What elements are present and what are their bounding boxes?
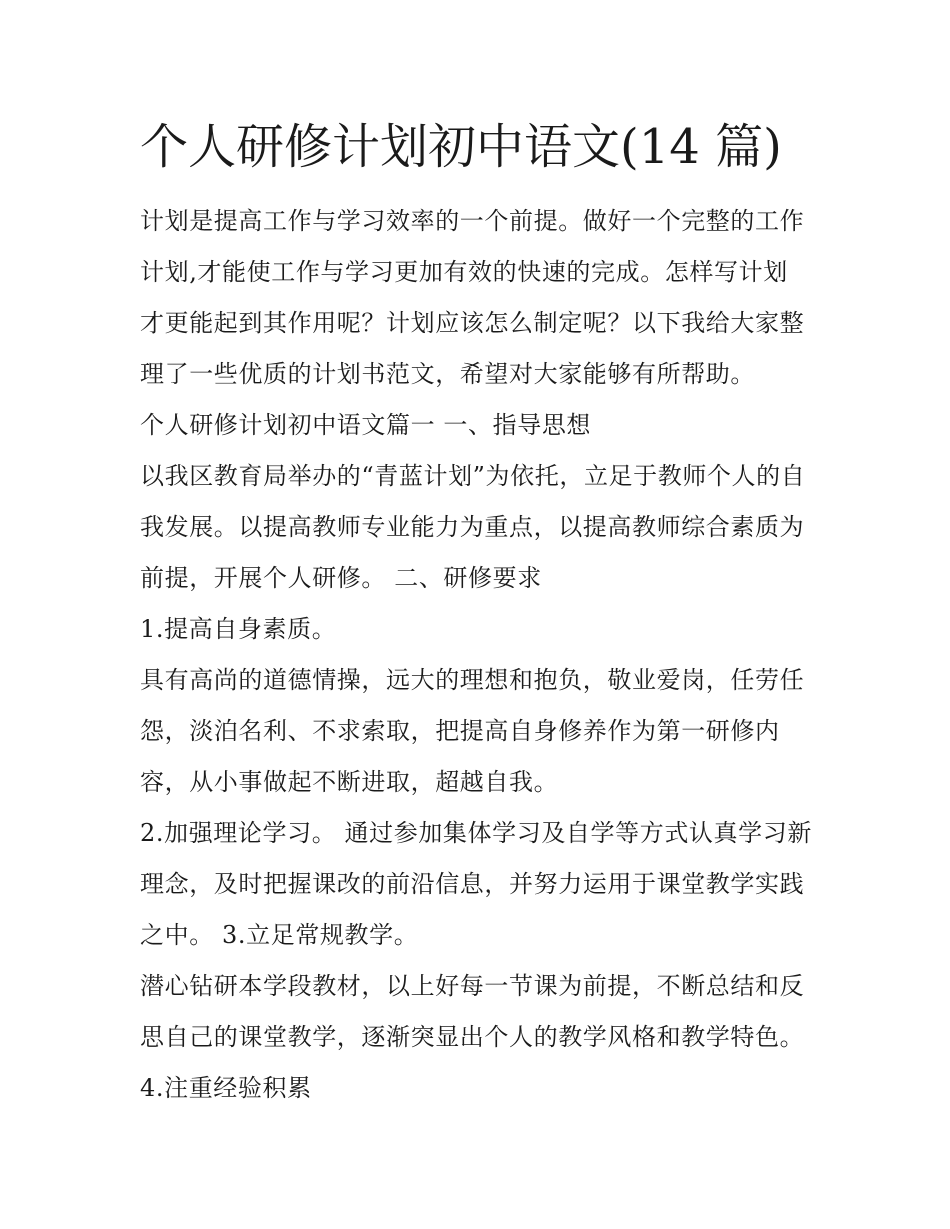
text-line: 以我区教育局举办的“青蓝计划”为依托，立足于教师个人的自 bbox=[140, 462, 806, 490]
text-line: 才更能起到其作用呢？计划应该怎么制定呢？以下我给大家整 bbox=[140, 309, 805, 337]
text-line: 理了一些优质的计划书范文，希望对大家能够有所帮助。 bbox=[140, 360, 755, 388]
text-line: 我发展。以提高教师专业能力为重点，以提高教师综合素质为 bbox=[140, 513, 805, 541]
text-line: 怨，淡泊名利、不求索取，把提高自身修养作为第一研修内 bbox=[140, 717, 780, 745]
section-heading: 个人研修计划初中语文篇一 一、指导思想 bbox=[140, 411, 592, 439]
text-line: 计划是提高工作与学习效率的一个前提。做好一个完整的工作 bbox=[140, 207, 805, 235]
text-line: 理念，及时把握课改的前沿信息，并努力运用于课堂教学实践 bbox=[140, 870, 805, 898]
text-line: 容，从小事做起不断进取，超越自我。 bbox=[140, 768, 559, 796]
list-item-heading: 4.注重经验积累 bbox=[140, 1074, 312, 1102]
text-line: 前提，开展个人研修。 二、研修要求 bbox=[140, 564, 542, 592]
text-line: 之中。 3.立足常规教学。 bbox=[140, 921, 419, 949]
text-line: 思自己的课堂教学，逐渐突显出个人的教学风格和教学特色。 bbox=[140, 1023, 805, 1051]
list-item-heading: 1.提高自身素质。 bbox=[140, 615, 337, 643]
document-title: 个人研修计划初中语文(14 篇) bbox=[140, 119, 782, 175]
document-body bbox=[140, 196, 820, 1114]
text-line: 潜心钻研本学段教材，以上好每一节课为前提，不断总结和反 bbox=[140, 972, 805, 1000]
text-line: 计划,才能使工作与学习更加有效的快速的完成。怎样写计划 bbox=[140, 258, 788, 286]
text-line: 2.加强理论学习。 通过参加集体学习及自学等方式认真学习新 bbox=[140, 819, 812, 847]
text-line: 具有高尚的道德情操，远大的理想和抱负，敬业爱岗，任劳任 bbox=[140, 666, 805, 694]
